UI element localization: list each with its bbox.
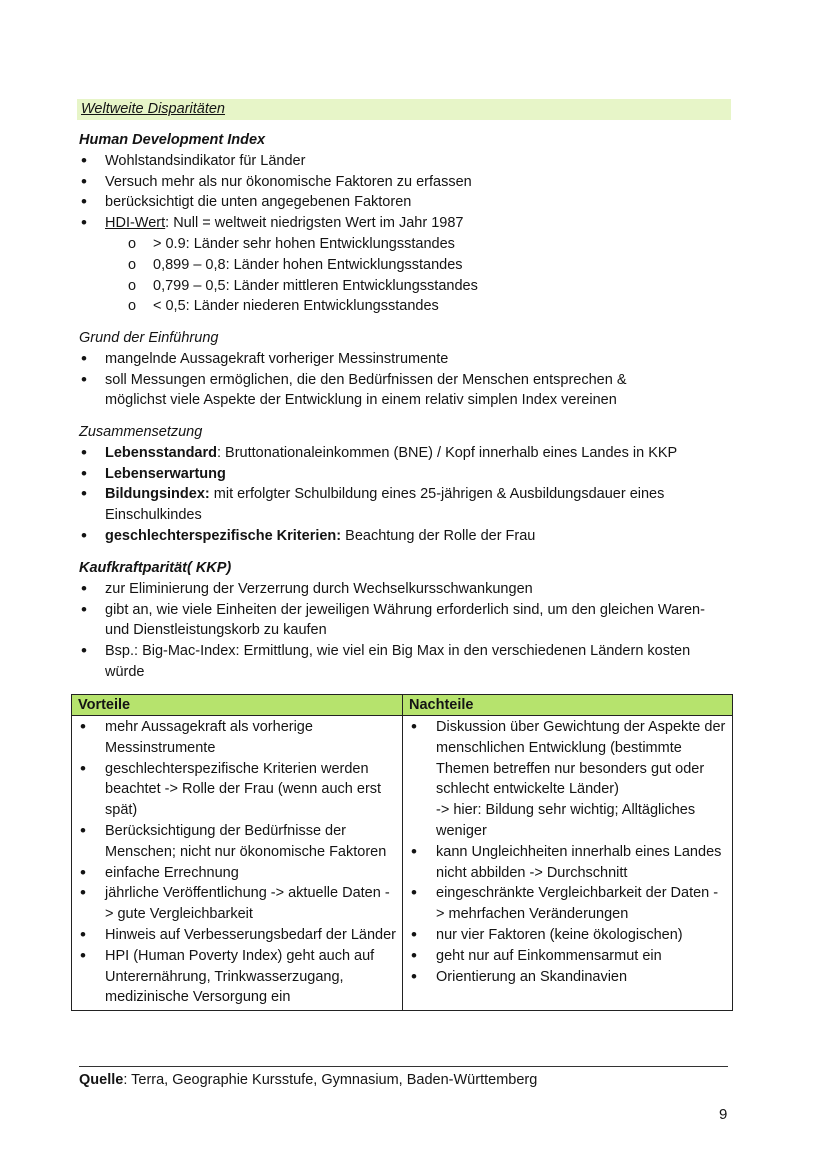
list-item: • kann Ungleichheiten innerhalb eines Landes nicht abbilden -> Durchschnitt <box>409 842 726 884</box>
list-item: • einfache Errechnung <box>78 863 396 884</box>
factor-label: Lebensstandard <box>105 444 217 461</box>
table-header-row <box>72 695 733 716</box>
hdi-level: 0,899 – 0,8: Länder hohen Entwicklungsstandes <box>153 256 463 273</box>
vorteile-list <box>78 717 396 1008</box>
list-item <box>79 464 729 485</box>
list-item: • Wohlstandsindikator für Länder <box>79 151 729 172</box>
list-item: • Diskussion über Gewichtung der Aspekte der menschlichen Entwicklung (bestimmte Themen betreffen nur besonders gut oder schlecht entwickelte Länder) <box>409 717 726 800</box>
hdi-title: Human Development Index <box>79 132 266 148</box>
hdi-value-label: HDI-Wert <box>105 215 166 232</box>
table-row <box>72 716 733 1011</box>
vorteile-cell <box>72 716 403 1011</box>
source-text: : Terra, Geographie Kursstufe, Gymnasium, Baden-Württemberg <box>123 1072 538 1088</box>
list-item: • Bsp.: Big-Mac-Index: Ermittlung, wie viel ein Big Max in den verschiedenen Ländern kosten würde <box>79 641 729 683</box>
grund-section <box>79 328 679 411</box>
factor-label: Lebenserwartung <box>105 465 226 482</box>
nachteile-list-cont <box>409 842 726 988</box>
zusammensetzung-section <box>79 422 729 547</box>
kkp-bullet-list <box>79 579 729 683</box>
hdi-level: < 0,5: Länder niederen Entwicklungsstandes <box>153 298 439 315</box>
hdi-bullet-list <box>79 151 729 234</box>
factor-text: : Bruttonationaleinkommen (BNE) / Kopf innerhalb eines Landes in KKP <box>217 444 678 461</box>
kkp-section <box>79 558 729 683</box>
table-header-vorteile: Vorteile <box>72 695 403 716</box>
factor-text: Beachtung der Rolle der Frau <box>341 527 536 544</box>
grund-title: Grund der Einführung <box>79 330 219 346</box>
list-item <box>105 276 729 297</box>
list-item <box>79 443 729 464</box>
list-item: • mehr Aussagekraft als vorherige Messinstrumente <box>78 717 396 759</box>
list-item: • gibt an, wie viele Einheiten der jeweiligen Währung erforderlich sind, um den gleichen Waren- und Dienstleistungskorb zu kaufen <box>79 600 729 642</box>
list-item: • Versuch mehr als nur ökonomische Faktoren zu erfassen <box>79 172 729 193</box>
page-number: 9 <box>719 1106 728 1123</box>
list-item <box>105 296 729 317</box>
table-header-nachteile: Nachteile <box>403 695 733 716</box>
list-item: • geht nur auf Einkommensarmut ein <box>409 946 726 967</box>
kkp-title: Kaufkraftparität( KKP) <box>79 560 232 576</box>
hdi-level: 0,799 – 0,5: Länder mittleren Entwicklungsstandes <box>153 277 478 294</box>
nachteile-cell <box>403 716 733 1011</box>
list-item: • Orientierung an Skandinavien <box>409 967 726 988</box>
section-heading-text: Weltweite Disparitäten <box>81 101 225 117</box>
hdi-levels-list <box>105 234 729 317</box>
list-item: • eingeschränkte Vergleichbarkeit der Daten -> mehrfachen Veränderungen <box>409 883 726 925</box>
zusammensetzung-title: Zusammensetzung <box>79 424 203 440</box>
list-item: • Hinweis auf Verbesserungsbedarf der Länder <box>78 925 396 946</box>
list-item <box>79 213 729 234</box>
zusammensetzung-list <box>79 443 729 547</box>
factor-label: geschlechterspezifische Kriterien: <box>105 527 342 544</box>
source-line <box>79 1070 537 1091</box>
list-item: • geschlechterspezifische Kriterien werden beachtet -> Rolle der Frau (wenn auch erst spät) <box>78 759 396 821</box>
list-item: • mangelnde Aussagekraft vorheriger Messinstrumente <box>79 349 679 370</box>
factor-text: mit erfolgter Schulbildung eines 25-jährigen & Ausbildungsdauer eines Einschulkindes <box>105 486 665 524</box>
list-item <box>79 526 729 547</box>
list-item <box>105 234 729 255</box>
list-item: • soll Messungen ermöglichen, die den Bedürfnissen der Menschen entsprechen & möglichst viele Aspekte der Entwicklung in einem relativ simplen Index vereinen <box>79 370 679 412</box>
list-item: • Berücksichtigung der Bedürfnisse der Menschen; nicht nur ökonomische Faktoren <box>78 821 396 863</box>
factor-label: Bildungsindex: <box>105 486 210 503</box>
nachteile-continuation: -> hier: Bildung sehr wichtig; Alltägliches weniger <box>436 802 696 839</box>
hdi-level: > 0.9: Länder sehr hohen Entwicklungsstandes <box>153 235 455 252</box>
list-item: • berücksichtigt die unten angegebenen Faktoren <box>79 192 729 213</box>
footer-divider <box>79 1066 728 1067</box>
source-label: Quelle <box>79 1072 124 1088</box>
list-item: • nur vier Faktoren (keine ökologischen) <box>409 925 726 946</box>
hdi-section <box>79 130 729 317</box>
pros-cons-table <box>71 694 733 1011</box>
list-item: • jährliche Veröffentlichung -> aktuelle Daten -> gute Vergleichbarkeit <box>78 883 396 925</box>
nachteile-list <box>409 717 726 800</box>
list-item: • HPI (Human Poverty Index) geht auch auf Unterernährung, Trinkwasserzugang, medizinische Versorgung ein <box>78 946 396 1008</box>
hdi-value-text: : Null = weltweit niedrigsten Wert im Jahr 1987 <box>165 215 464 232</box>
list-item <box>105 255 729 276</box>
section-heading <box>77 99 731 120</box>
list-item: • zur Eliminierung der Verzerrung durch Wechselkursschwankungen <box>79 579 729 600</box>
list-item <box>79 484 729 526</box>
grund-bullet-list <box>79 349 679 411</box>
